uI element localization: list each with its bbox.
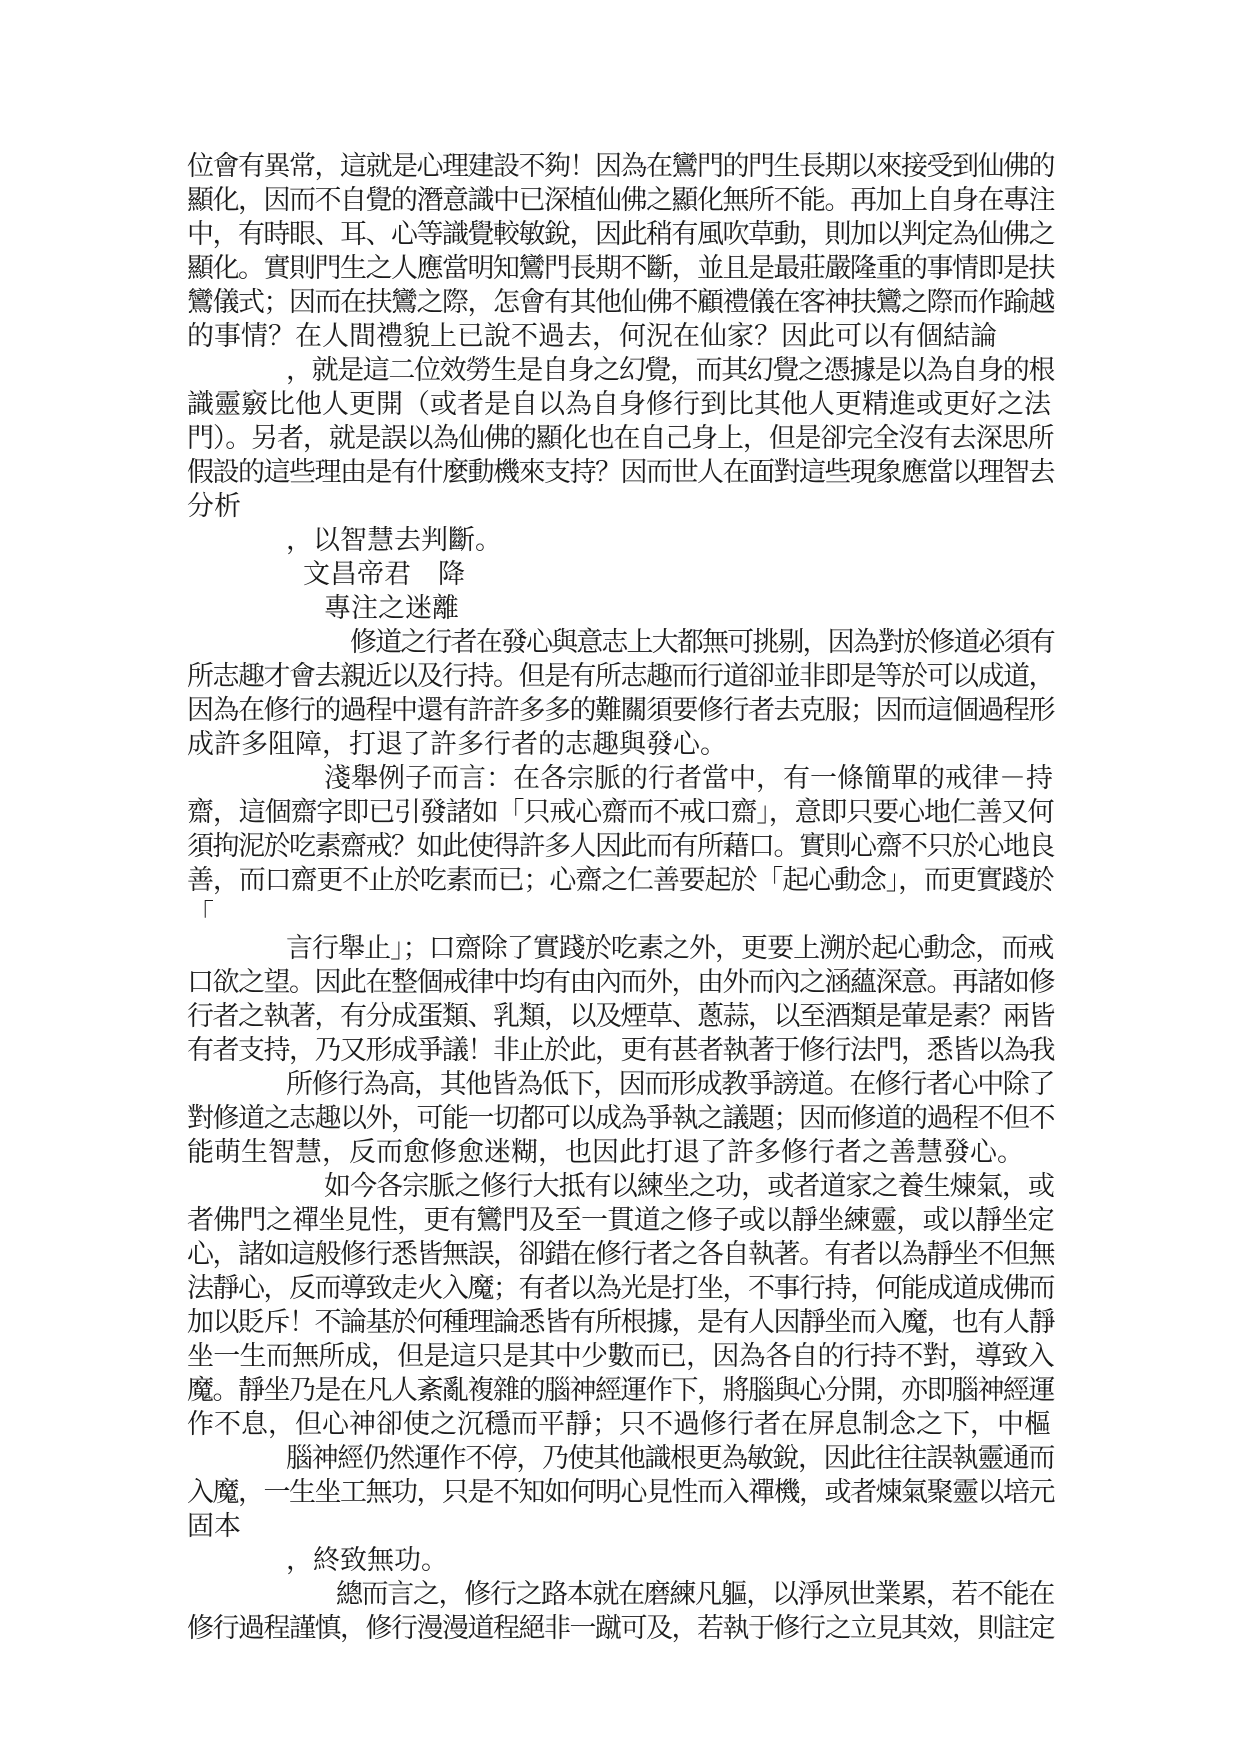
text-line: 識靈竅比他人更開（或者是自以為自身修行到比其他人更精進或更好之法 <box>187 389 1051 420</box>
text-line: 門）。另者，就是誤以為仙佛的顯化也在自己身上，但是卻完全沒有去深思所 <box>187 423 1054 454</box>
text-line: ，以智慧去判斷。 <box>286 525 502 556</box>
text-line: 加以貶斥！不論基於何種理論悉皆有所根據，是有人因靜坐而入魔，也有人靜 <box>187 1307 1054 1338</box>
text-line: 對修道之志趣以外，可能一切都可以成為爭執之議題；因而修道的過程不但不 <box>187 1103 1054 1134</box>
signature-line: 文昌帝君 降 <box>303 559 465 590</box>
text-line: 齋，這個齋字即已引發諸如「只戒心齋而不戒口齋」，意即只要心地仁善又何 <box>187 797 1054 828</box>
text-line: 作不息，但心神卻使之沉穩而平靜；只不過修行者在屏息制念之下，中樞 <box>187 1409 1051 1440</box>
text-line: 因為在修行的過程中還有許許多多的難關須要修行者去克服；因而這個過程形 <box>187 695 1054 726</box>
text-line: 中，有時眼、耳、心等識覺較敏銳，因此稍有風吹草動，則加以判定為仙佛之 <box>187 219 1054 250</box>
text-line: 所修行為高，其他皆為低下，因而形成教爭謗道。在修行者心中除了 <box>286 1069 1054 1100</box>
text-line: 善，而口齋更不止於吃素而已；心齋之仁善要起於「起心動念」，而更實踐於 <box>187 865 1054 896</box>
text-line: ，終致無功。 <box>286 1545 448 1576</box>
text-line: ，就是這二位效勞生是自身之幻覺，而其幻覺之憑據是以為自身的根 <box>286 355 1054 386</box>
text-line: 修行過程謹慎，修行漫漫道程絕非一蹴可及，若執于修行之立見其效，則註定 <box>187 1613 1054 1644</box>
text-line: 修道之行者在發心與意志上大都無可挑剔，因為對於修道必須有 <box>350 627 1054 658</box>
text-line: 言行舉止」；口齋除了實踐於吃素之外，更要上溯於起心動念，而戒 <box>286 933 1054 964</box>
text-line: 腦神經仍然運作不停，乃使其他識根更為敏銳，因此往往誤執靈通而 <box>286 1443 1054 1474</box>
text-line: 心，諸如這般修行悉皆無誤，卻錯在修行者之各自執著。有者以為靜坐不但無 <box>187 1239 1054 1270</box>
text-line: 魔。靜坐乃是在凡人紊亂複雜的腦神經運作下，將腦與心分開，亦即腦神經運 <box>187 1375 1054 1406</box>
text-line: 假設的這些理由是有什麼動機來支持？因而世人在面對這些現象應當以理智去 <box>187 457 1054 488</box>
text-line: 入魔，一生坐工無功，只是不知如何明心見性而入禪機，或者煉氣聚靈以培元 <box>187 1477 1054 1508</box>
text-line: 須拘泥於吃素齋戒？如此使得許多人因此而有所藉口。實則心齋不只於心地良 <box>187 831 1054 862</box>
text-line: 者佛門之禪坐見性，更有鸞門及至一貫道之修子或以靜坐練靈，或以靜坐定 <box>187 1205 1054 1236</box>
text-line: 固本 <box>187 1511 241 1542</box>
text-line: 有者支持，乃又形成爭議！非止於此，更有甚者執著于修行法門，悉皆以為我 <box>187 1035 1054 1066</box>
section-title: 專注之迷離 <box>324 593 459 624</box>
text-line: 能萌生智慧，反而愈修愈迷糊，也因此打退了許多修行者之善慧發心。 <box>187 1137 1024 1168</box>
text-line: 坐一生而無所成，但是這只是其中少數而已，因為各自的行持不對，導致入 <box>187 1341 1054 1372</box>
text-line: 淺舉例子而言：在各宗脈的行者當中，有一條簡單的戒律－持 <box>324 763 1053 794</box>
text-line: 分析 <box>187 491 241 522</box>
text-line: 如今各宗脈之修行大抵有以練坐之功，或者道家之養生煉氣，或 <box>324 1171 1054 1202</box>
text-line: 「 <box>187 899 214 930</box>
text-line: 鸞儀式；因而在扶鸞之際，怎會有其他仙佛不顧禮儀在客神扶鸞之際而作踰越 <box>187 287 1054 318</box>
text-line: 口欲之望。因此在整個戒律中均有由內而外，由外而內之涵蘊深意。再諸如修 <box>187 967 1054 998</box>
text-line: 顯化，因而不自覺的潛意識中已深植仙佛之顯化無所不能。再加上自身在專注 <box>187 185 1054 216</box>
text-line: 法靜心，反而導致走火入魔；有者以為光是打坐，不事行持，何能成道成佛而 <box>187 1273 1054 1304</box>
text-line: 的事情？在人間禮貌上已說不過去，何況在仙家？因此可以有個結論 <box>187 321 997 352</box>
text-line: 顯化。實則門生之人應當明知鸞門長期不斷，並且是最莊嚴隆重的事情即是扶 <box>187 253 1054 284</box>
text-line: 成許多阻障，打退了許多行者的志趣與發心。 <box>187 729 727 760</box>
text-line: 所志趣才會去親近以及行持。但是有所志趣而行道卻並非即是等於可以成道， <box>187 661 1054 692</box>
text-line: 位會有異常，這就是心理建設不夠！因為在鸞門的門生長期以來接受到仙佛的 <box>187 151 1054 182</box>
text-line: 總而言之，修行之路本就在磨練凡軀，以淨夙世業累，若不能在 <box>336 1579 1054 1610</box>
text-line: 行者之執著，有分成蛋類、乳類，以及煙草、蔥蒜，以至酒類是葷是素？兩皆 <box>187 1001 1054 1032</box>
